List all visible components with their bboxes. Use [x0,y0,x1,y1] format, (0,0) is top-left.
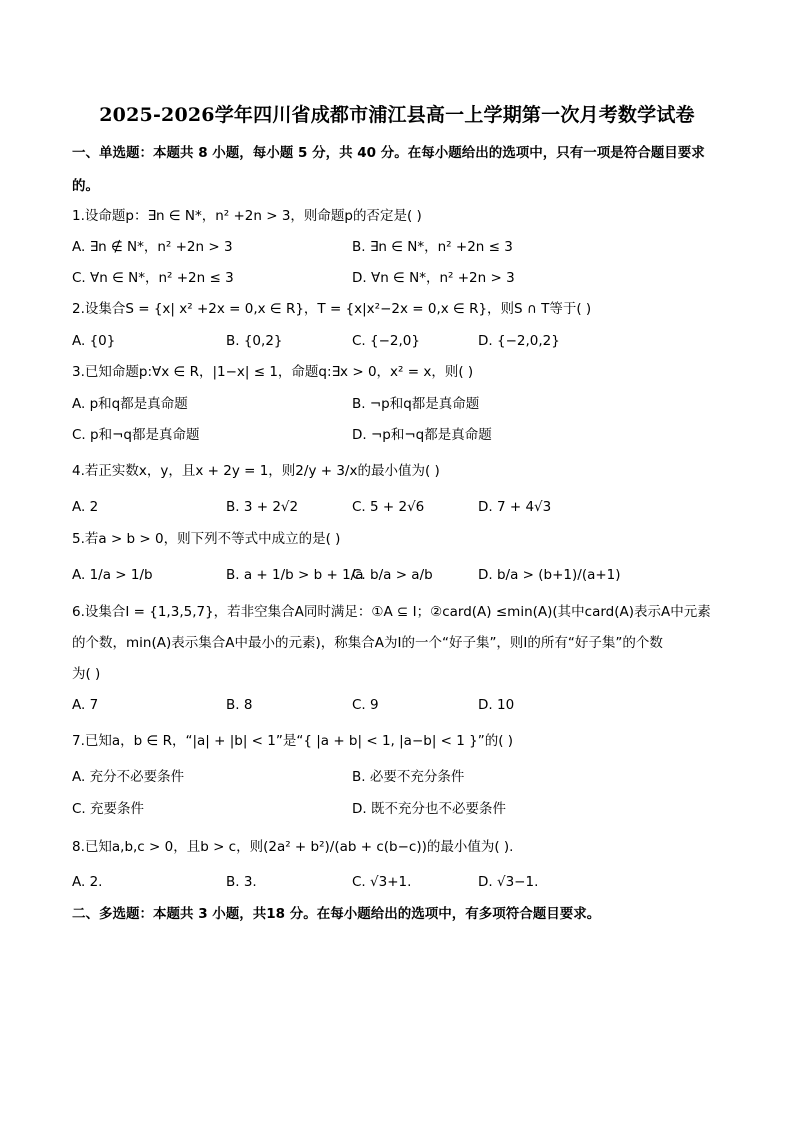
question-6-option-b: B. 8 [226,697,253,713]
question-5-option-c: C. b/a > a/b [352,567,433,583]
question-6-option-a: A. 7 [72,697,99,713]
question-2-option-a: A. {0} [72,333,116,349]
question-1-option-d: D. ∀n ∈ N*，n² +2n > 3 [352,270,515,286]
question-5-option-d: D. b/a > (b+1)/(a+1) [478,567,621,583]
question-8-option-b: B. 3. [226,874,257,890]
question-8-option-d: D. √3−1. [478,874,539,890]
question-3-option-c: C. p和¬q都是真命题 [72,427,200,443]
question-4-option-b: B. 3 + 2√2 [226,499,299,515]
question-2-option-b: B. {0,2} [226,333,283,349]
question-6-option-d: D. 10 [478,697,515,713]
question-4-option-c: C. 5 + 2√6 [352,499,425,515]
question-8-option-c: C. √3+1. [352,874,412,890]
section1-heading-line1: 一、单选题：本题共 8 小题，每小题 5 分，共 40 分。在每小题给出的选项中，只有一项是符合题目要求 [72,145,705,161]
question-1-option-a: A. ∃n ∉ N*，n² +2n > 3 [72,239,233,255]
question-5-option-a: A. 1/a > 1/b [72,567,153,583]
question-3-stem: 3.已知命题p:∀x ∈ R，|1−x| ≤ 1，命题q:∃x > 0，x² = x，则( ) [72,364,474,380]
question-1-option-c: C. ∀n ∈ N*，n² +2n ≤ 3 [72,270,234,286]
question-2-stem: 2.设集合S = {x| x² +2x = 0,x ∈ R}，T = {x|x²−2x = 0,x ∈ R}，则S ∩ T等于( ) [72,301,592,317]
question-2-option-c: C. {−2,0} [352,333,420,349]
question-7-option-a: A. 充分不必要条件 [72,769,185,785]
question-7-stem: 7.已知a，b ∈ R，“|a| + |b| < 1”是“{ |a + b| < 1, |a−b| < 1 }”的( ) [72,733,514,749]
question-6-stem-line3: 为( ) [72,666,101,682]
question-7-option-c: C. 充要条件 [72,801,145,817]
question-1-stem: 1.设命题p：∃n ∈ N*，n² +2n > 3，则命题p的否定是( ) [72,208,422,224]
section2-heading: 二、多选题：本题共 3 小题，共18 分。在每小题给出的选项中，有多项符合题目要求。 [72,906,601,922]
question-2-option-d: D. {−2,0,2} [478,333,560,349]
question-4-stem: 4.若正实数x，y，且x + 2y = 1，则2/y + 3/x的最小值为( ) [72,463,440,479]
question-6-option-c: C. 9 [352,697,379,713]
page-title: 2025-2026学年四川省成都市浦江县高一上学期第一次月考数学试卷 [99,104,695,126]
question-5-stem: 5.若a > b > 0，则下列不等式中成立的是( ) [72,531,341,547]
question-3-option-a: A. p和q都是真命题 [72,396,188,412]
question-6-stem-line2: 的个数，min(A)表示集合A中最小的元素)，称集合A为I的一个“好子集”，则I的所有“好子集”的个数 [72,635,663,651]
question-4-option-d: D. 7 + 4√3 [478,499,552,515]
question-7-option-d: D. 既不充分也不必要条件 [352,801,506,817]
question-8-option-a: A. 2. [72,874,103,890]
question-3-option-b: B. ¬p和q都是真命题 [352,396,480,412]
question-3-option-d: D. ¬p和¬q都是真命题 [352,427,492,443]
question-4-option-a: A. 2 [72,499,99,515]
question-7-option-b: B. 必要不充分条件 [352,769,465,785]
question-5-option-b: B. a + 1/b > b + 1/a [226,567,364,583]
question-8-stem: 8.已知a,b,c > 0，且b > c，则(2a² + b²)/(ab + c(b−c))的最小值为( ). [72,839,514,855]
section1-heading-line2: 的。 [72,178,99,194]
question-1-option-b: B. ∃n ∈ N*，n² +2n ≤ 3 [352,239,513,255]
question-6-stem-line1: 6.设集合I = {1,3,5,7}，若非空集合A同时满足：①A ⊆ I；②card(A) ≤min(A)(其中card(A)表示A中元素 [72,604,711,620]
